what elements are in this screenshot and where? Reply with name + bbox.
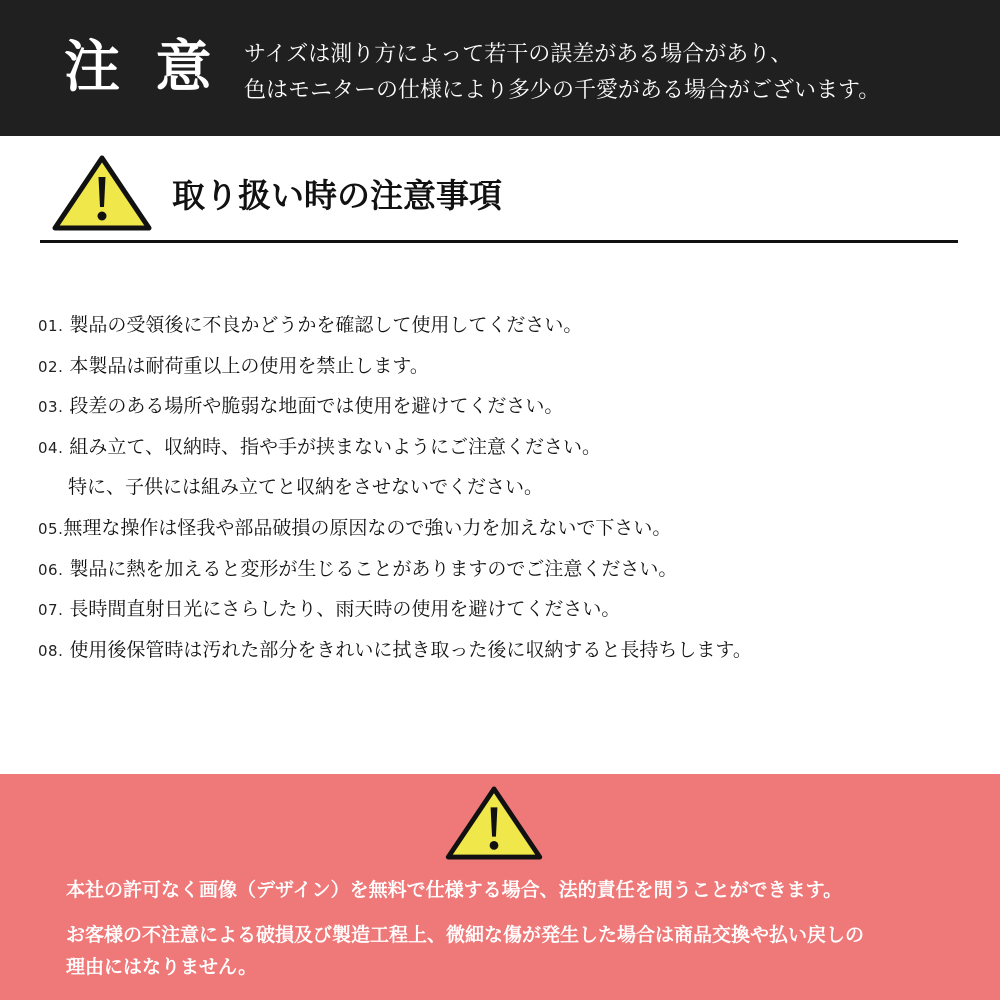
notice-number: 05. [38,519,64,538]
notice-item [38,308,968,349]
notice-text: 長時間直射日光にさらしたり、雨天時の使用を避けてください。 [63,598,621,621]
top-banner [0,0,1000,136]
notice-title: 注 意 [64,35,220,100]
notice-text: 製品の受領後に不良かどうかを確認して使用してください。 [63,314,583,336]
notice-text: 無理な操作は怪我や部品破損の原因なので強い力を加えないで下さい。 [63,516,672,539]
notice-item [38,349,968,390]
notice-number: 06. [38,560,64,579]
notice-item-continuation [38,470,968,511]
color-disclaimer-text: 色はモニターの仕様により多少の千愛がある場合がございます。 [244,78,881,103]
notice-item [38,552,968,593]
notice-item [38,633,968,674]
notice-list [38,308,968,673]
section-divider [40,240,958,243]
notice-item [38,389,968,430]
notice-text: 製品に熱を加えると変形が生じることがありますのでご注意ください。 [63,557,678,580]
notice-text: 段差のある場所や脆弱な地面では使用を避けてください。 [63,395,564,418]
notice-text: 使用後保管時は汚れた部分をきれいに拭き取った後に収納すると長持ちします。 [63,638,752,661]
notice-text: 特に、子供には組み立てと収納をさせないでください。 [68,476,544,499]
notice-item [38,430,968,471]
section-heading: 取り扱い時の注意事項 [172,176,502,215]
notice-number: 08. [38,641,64,660]
warning-triangle-icon [52,155,152,231]
notice-number: 02. [38,357,64,376]
notice-item [38,511,968,552]
notice-number: 01. [38,317,64,335]
notice-number: 04. [38,438,64,457]
notice-number: 03. [38,398,64,417]
notice-text: 組み立て、収納時、指や手が挟まないようにご注意ください。 [63,435,602,458]
warning-triangle-icon [443,786,545,860]
copyright-warning-text: 本社の許可なく画像（デザイン）を無料で仕様する場合、法的責任を問うことができます。 [66,879,843,901]
damage-policy-text-continued: 理由にはなりません。 [66,956,258,978]
size-disclaimer-text: サイズは測り方によって若干の誤差がある場合があり、 [244,42,793,67]
damage-policy-text: お客様の不注意による破損及び製造工程上、微細な傷が発生した場合は商品交換や払い戻しの [66,924,865,946]
notice-number: 07. [38,601,64,620]
notice-item [38,592,968,633]
notice-text: 本製品は耐荷重以上の使用を禁止します。 [63,354,429,377]
